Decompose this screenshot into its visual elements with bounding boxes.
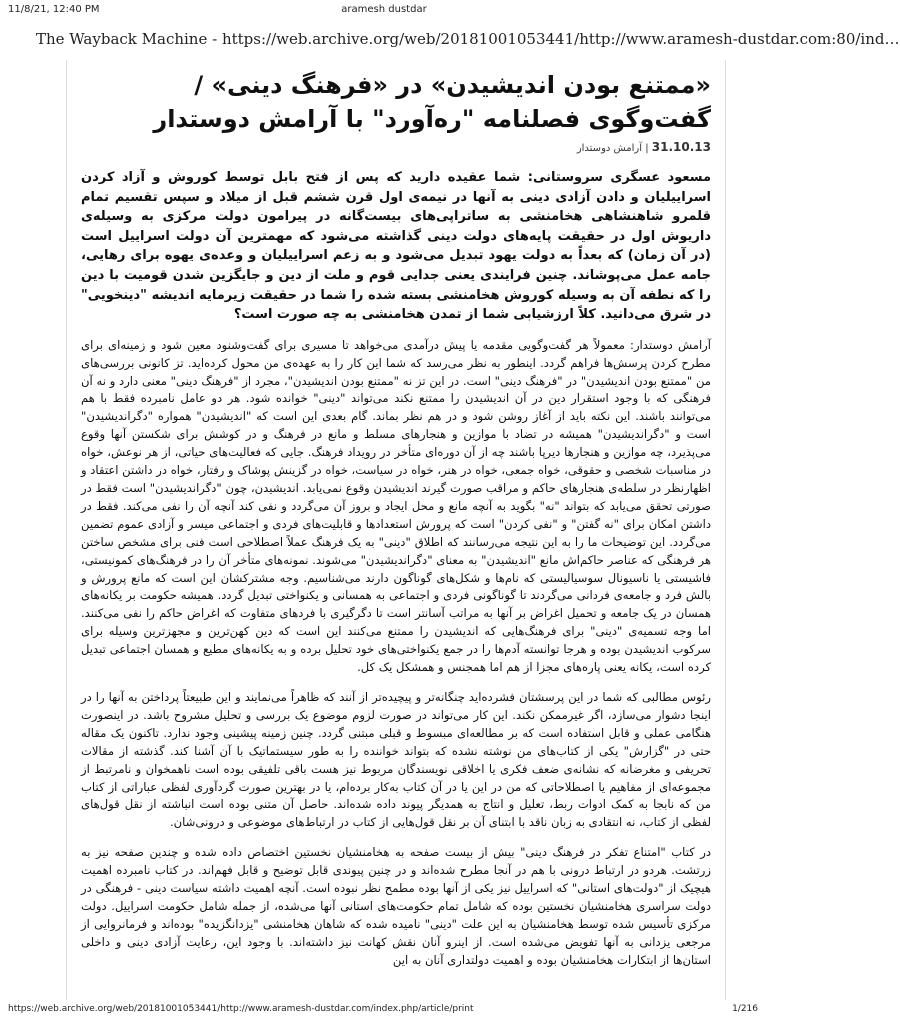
page-count: 1/216 <box>732 1004 758 1014</box>
print-title: aramesh dustdar <box>341 4 427 15</box>
print-header <box>0 0 768 22</box>
article-date: 31.10.13 <box>651 140 711 154</box>
wayback-banner[interactable]: The Wayback Machine - https://web.archive.org/web/20181001053441/http://www.aramesh-dustdar.com:80/ind… <box>36 30 900 48</box>
paragraph: رئوس مطالبی که شما در این پرسشتان فشرده‌اید چنگانه‌تر و پیچیده‌تر از آنند که ظاهراً می‌نمایند و این طبیعتاً پرداختن به آنها را در اینجا دشوار می‌سازد، اگر غیرممکن نکند. این کار می‌تواند در صورت لزوم موضوع یک بررسی و تحلیل مشروح باشد. در اینصورت هنگامی عملی و قابل استفاده است که بر مطالعه‌ای مبسوط و قبلی مبتنی گردد. چنین زمینه پیشینی وجود ندارد. تاکنون یک مقاله حتی در "گزارش" یکی از کتاب‌های من نوشته نشده که بتواند خواننده را به طور سیستماتیک با آن آشنا کند. گذشته از مقالات تحریفی و مغرضانه که نشانه‌ی ضعف فکری یا اخلاقی نویسندگان مربوط نیز هست باقی تلفیقی بوده است ناهمخوان و نامرتبط از مجموعه‌ای از مفاهیم یا اصطلاحاتی که من در این یا در آن کتاب به‌کار برده‌ام، یا در بهترین صورت گردآوری لفظی عباراتی از کتاب من که نابجا به کمک ادوات ربط، تعلیل و انتاج به همدیگر پیوند داده شده‌اند. حاصل آن متنی بوده است انباشته از نقل قول‌های لفظی از کتاب، نه انتقادی به زبان ناقد با ابتنای آن بر نقل قول‌هایی از کتاب در ارتباط‌های موضوعی و درونی‌شان. <box>81 689 711 830</box>
paragraph: در کتاب "امتناع تفکر در فرهنگ دینی" بیش از بیست صفحه به هخامنشیان نخستین اختصاص داده شده و چندین صفحه نیز به زرتشت. هردو در ارتباط درونی با هم در آنجا مطرح شده‌اند و در چنین پیوندی قابل توضیح و قابل فهم‌اند. در کتاب نامبرده اهمیت هیچیک از "دولت‌های استانی" که اسراییل نیز یکی از آنها بوده مطمح نظر نبوده است. آنچه اهمیت داشته سیاست دینی - فرهنگی در دولت سراسری هخامنشیان نخستین بوده که شامل تمام حکومت‌های استانی آنها می‌شده، از جمله شامل حکومت اسراییل. دولت مرکزی تأسیس شده توسط هخامنشیان به این علت "دینی" نامیده شده که شاهان هخامنشی "یزدانگزیده" بوده‌اند و فرمانروایی از مرجعی یزدانی به آنها تفویض می‌شده است. از اینرو آنان نقش کهانت نیز داشته‌اند. با وجود این، رعایت آزادی دینی و داخلی استان‌ها از ابتکارات هخامنشیان بوده و اهمیت دولتداری آنان به این <box>81 845 711 967</box>
article-title[interactable]: «ممتنع بودن اندیشیدن» در «فرهنگ دینی» / گفت‌وگوی فصلنامه "ره‌آورد" با آرامش دوستدار <box>153 71 711 133</box>
interview-question: مسعود عسگری سروستانی: شما عقیده دارید که پس از فتح بابل توسط کوروش و آزاد کردن اسراییلیان و دادن آزادی دینی به آنها در نیمه‌ی اول قرن ششم قبل از میلاد و سپس تقسیم تمام قلمرو شاهنشاهی هخامنشی به ساتراپی‌های بیست‌گانه در پیرامون دولت مرکزی به وسیله‌ی داریوش اول در حقیقت پایه‌های دولت دینی گذاشته می‌شود که مهمترین آن دولت اسراییل است (در آن زمان) که بعداً به دولت یهود تبدیل می‌شود و به زعم اسراییلیان و وعده‌ی یهوه برای رهایی، جامه عمل می‌پوشاند. چنین فرایندی یعنی جدایی قوم و ملت از دین و جایگزین شدن قومیت با دین را که نطفه‌ آن به وسیله کوروش هخامنشی بسته شده را شما در حقیقت زیرمایه اندیشه "دینخویی" در شرق می‌دانید. کلاً ارزشیابی شما از تمدن هخامنشی به چه صورت است؟ <box>81 170 711 323</box>
article <box>66 60 726 1000</box>
print-footer <box>0 1004 768 1018</box>
article-meta <box>81 140 711 154</box>
meta-separator: | <box>642 143 649 154</box>
print-date: 11/8/21, 12:40 PM <box>8 4 100 15</box>
paragraph: آرامش دوستدار: معمولاً هر گفت‌وگویی مقدمه یا پیش درآمدی می‌خواهد تا مسیری برای گفت‌وشنود معین شود و زمینه‌ای برای مطرح کردن پرسش‌ها فراهم گردد. اینطور به نظر می‌رسد که شما این کار را به عهده‌ی من محول کرده‌اید. تز کانونی بررسی‌های من "ممتنع بودن اندیشیدن" در "فرهنگ دینی" است. در این تز نه "ممتنع بودن اندیشیدن"، مجرد از "فرهنگ دینی" معنی دارد و نه آن فرهنگی که با وجود استقرار دین در آن اندیشیدن را ممتنع نکند می‌تواند "دینی" خوانده شود. هر دو عامل نامبرده فقط با هم می‌توانند باشند. این نکته باید از آغاز روشن شود و در هم نظر بماند. گام بعدی این است که "اندیشیدن" همواره "دگراندیشیدن" است و "دگراندیشیدن" همیشه در تضاد با موازین و هنجارهای مسلط و مانع در فرهنگ و در کوشش برای شکستن آنها وقوع می‌پذیرد، چه موازین و هنجارها دیرپا باشند چه از آن دوره‌ای متأخر در رویداد فرهنگ. جایی که فعالیت‌های حیاتی، از هر نوعش، خواه در مناسبات شخصی و حقوقی، خواه جمعی، خواه در هنر، خواه در سیاست، خواه در گزینش پوشاک و رفتار، خواه در داشتن اعتقاد و اظهارنظر در سلطه‌ی هنجارهای حاکم و مراقب صورت گیرند اندیشیدن وقوع نمی‌یابد. اندیشیدن، چون "دگراندیشیدن" است فقط در صورتی تحقق می‌یابد که بتواند "نه" بگوید به آنچه مانع و محل ایجاد و بروز آن می‌گردد و نفی کند آنچه آن را نفی می‌کند. فقط در داشتن امکان برای "نه گفتن" و "نفی کردن" است که پرورش استعدادها و قابلیت‌های فردی و اجتماعی میسر و آزادی عموم تضمین می‌گردد. این توضیحات ما را به این نتیجه می‌رسانند که اطلاق "دینی" به یک فرهنگ عملاً اصطلاحی است فنی برای مشخص ساختن هر فرهنگی که عناصر حاکم‌اش مانع "اندیشیدن" به معنای "دگراندیشیدن" می‌شوند. نمونه‌های متأخر آن را در فرهنگ‌های کمونیستی، فاشیستی یا ناسیونال سوسیالیستی که نام‌ها و شکل‌های گوناگون دارند می‌شناسیم. وجه مشترکشان این است که مانع پرورش و بالش فرد و جامعه‌ی فردانی می‌گردند تا گوناگونی فردی و اجتماعی به همسانی و یکنواختی تبدیل گردد. همیشه حکومت بر یکانه‌های همسان در یک جامعه و تحمیل اغراض بر آنها به مراتب آسانتر است تا دگرگیری با فردهای متفاوت که اغراض حاکم را نفی می‌کنند. اما وجه تسمیه‌ی "دینی" برای فرهنگ‌هایی که اندیشیدن را ممتنع می‌کنند این است که دین کهن‌ترین و مجهزترین وسیله برای سرکوب اندیشیدن بوده و هرجا توانسته آدم‌ها را در جمع یکنواختی‌های خود تحلیل برده و به یکانه‌های مطیع و همسان اجتماعی تبدیل کرده است، یکانه یعنی پاره‌های مجزا از هم اما همجنس و همشکل یک کل. <box>80 337 711 675</box>
print-url: https://web.archive.org/web/20181001053441/http://www.aramesh-dustdar.com/index.php/article/print <box>8 1004 474 1014</box>
article-author: آرامش دوستدار <box>576 143 643 154</box>
